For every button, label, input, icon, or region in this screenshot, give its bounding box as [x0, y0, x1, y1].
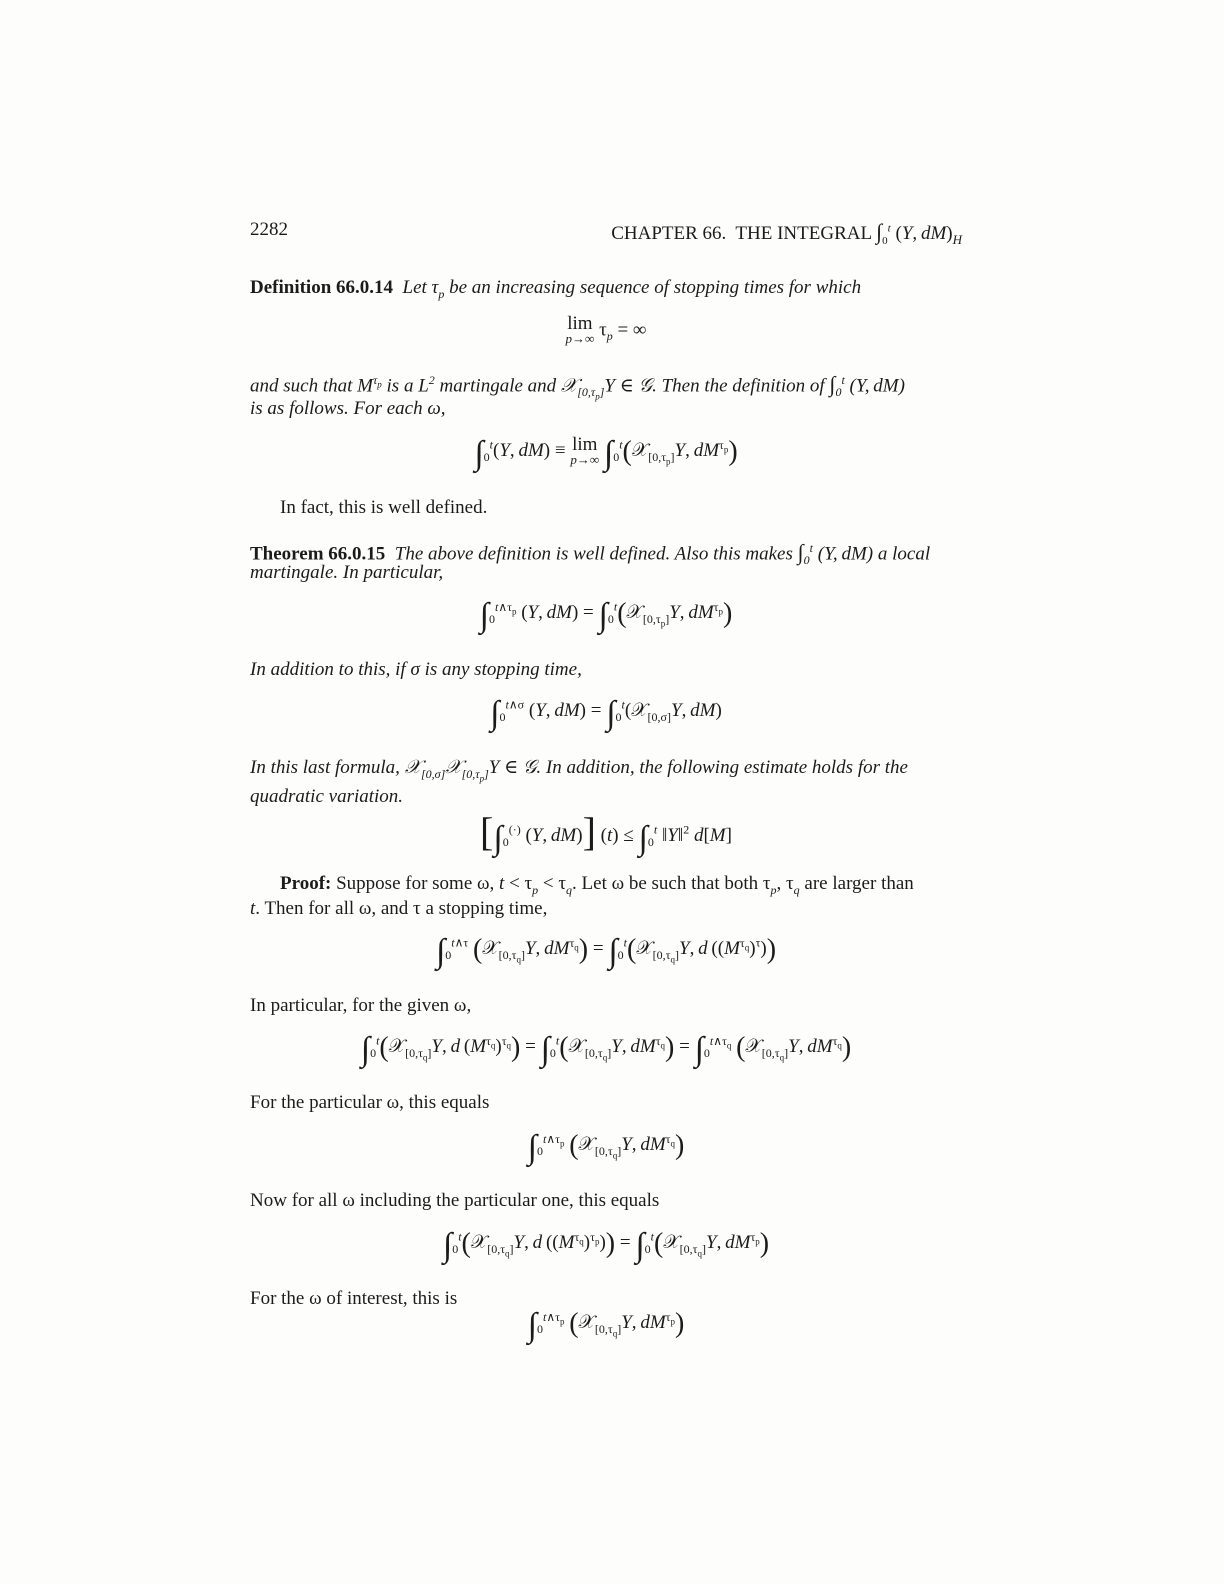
chapter-title: CHAPTER 66. THE INTEGRAL $\int_0^t$ (Y, $dM)_H$: [611, 219, 962, 247]
equation-limit: lim p→∞ $\tau_p$ = ∞: [565, 313, 647, 346]
proof-equation-1: $\int_0^{t\wedge\tau}$ (𝒳$_{[0,\tau_q]}$Y, $dM^{\tau_q}$) = $\int_0^t(𝒳_{[0,\tau_q]}Y$, d $((M^{\tau_q})^\tau)$): [435, 933, 777, 970]
proof-equation-2: $\int_0^t(𝒳_{[0,\tau_q]}Y$, d $(M^{\tau_q})^{\tau_q}$) = $\int_0^t(𝒳_{[0,\tau_q]}Y$, $dM^{\tau_q}) = \int_0^{t\wedge\tau_q}$ (𝒳$_{[0,\tau_q]}$Y, $dM^{\tau_q}$): [360, 1031, 852, 1068]
proof-text-5: For the ω of interest, this is: [250, 1288, 458, 1309]
definition-label: Definition 66.0.14: [250, 277, 394, 298]
definition-line-3: is as follows. For each ω,: [250, 398, 446, 419]
proof-text-4: Now for all ω including the particular one, this equals: [250, 1190, 660, 1211]
theorem-line-4: In this last formula, 𝒳$_{[0,\sigma]}$𝒳$_{[0,\tau_p]}$Y ∈ 𝒢. In addition, the following estimate holds for the: [250, 757, 908, 784]
proof-line-2: t. Then for all ω, and τ a stopping time,: [250, 898, 548, 919]
theorem-equation-2: $\int_0^{t\wedge\sigma}$ (Y, $dM) = \int_0^t(𝒳_{[0,\sigma]}Y$, dM): [490, 695, 722, 732]
page-number: 2282: [250, 219, 288, 240]
theorem-line-2: martingale. In particular,: [250, 562, 444, 583]
remark-text: In fact, this is well defined.: [280, 497, 488, 518]
theorem-line-3: In addition to this, if σ is any stopping time,: [250, 659, 582, 680]
proof-label: Proof:: [280, 873, 332, 894]
proof-equation-3: $\int_0^{t\wedge\tau_p}$ (𝒳$_{[0,\tau_q]}$Y, $dM^{\tau_q}$): [527, 1129, 685, 1166]
definition-line-2: and such that $M^{\tau_p}$ is a $L^2$ martingale and 𝒳$_{[0,\tau_p]}$Y ∈ 𝒢. Then the definition of $\int_0^t$ (Y, dM): [250, 371, 905, 402]
running-header: [250, 219, 962, 249]
theorem-equation-1: $\int_0^{t\wedge\tau_p}$ (Y, $dM) = \int_0^t(𝒳_{[0,\tau_p]}Y$, $dM^{\tau_p}$): [479, 597, 733, 634]
proof-text-3: For the particular ω, this equals: [250, 1092, 490, 1113]
proof-equation-4: $\int_0^t(𝒳_{[0,\tau_q]}Y$, d $((M^{\tau_q})^{\tau_p})$) = $\int_0^t(𝒳_{[0,\tau_q]}Y$, $dM^{\tau_p}$): [442, 1227, 770, 1264]
definition-line-1: Definition 66.0.14 Let $\tau_p$ be an increasing sequence of stopping times for which: [250, 277, 862, 301]
proof-line-1: Proof: Suppose for some ω, $t < \tau_p < \tau_q$. Let ω be such that both $\tau_p$, $\tau_q$ are larger than: [280, 873, 914, 897]
proof-text-2: In particular, for the given ω,: [250, 995, 472, 1016]
equation-definition: $\int_0^t(Y$, dM) ≡ lim p→∞ $\int_0^t(𝒳_{[0,\tau_p]}Y$, $dM^{\tau_p}$): [474, 433, 738, 472]
proof-equation-5: $\int_0^{t\wedge\tau_p}$ (𝒳$_{[0,\tau_q]}$Y, $dM^{\tau_p}$): [527, 1307, 685, 1344]
theorem-line-1: Theorem 66.0.15 The above definition is well defined. Also this makes $\int_0^t$ (Y, dM) a local: [250, 539, 931, 568]
theorem-line-5: quadratic variation.: [250, 786, 404, 807]
theorem-equation-3: [$\int_0^{(\cdot)}$ (Y, dM)] $(t) \le \int_0^t$ ‖Y‖$^2$ d[M]: [480, 809, 732, 857]
theorem-label: Theorem 66.0.15: [250, 543, 386, 565]
